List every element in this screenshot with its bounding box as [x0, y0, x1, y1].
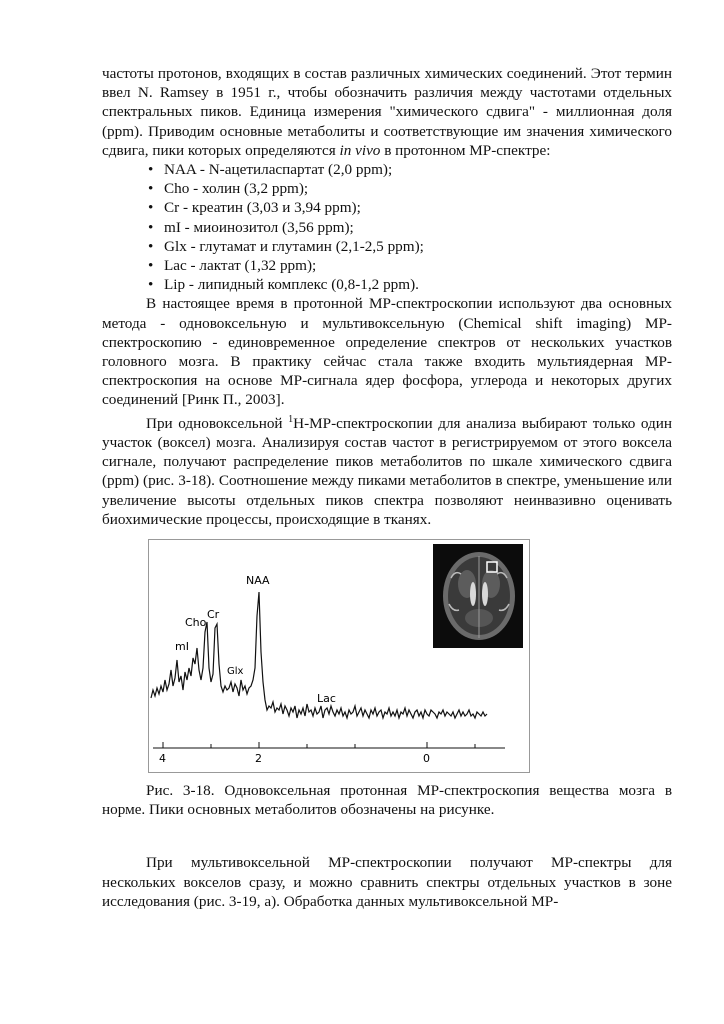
list-item [148, 179, 672, 198]
paragraph-intro-text: частоты протонов, входящих в состав различных химических соединений. Этот термин ввел N. Ramsey в 1951 г., чтобы обозначить различия между частотами отдельных спектральных пиков. Единица измерения "химического сдвига" - миллионная доля (ppm). Приводим основные метаболиты и соответствующие им значения химического сдвига, пики которых определяются [102, 65, 672, 159]
superscript-one: 1 [288, 413, 294, 425]
bullet-icon: • [148, 276, 154, 294]
mri-brain-image [433, 544, 523, 648]
list-item [148, 275, 672, 294]
page-content [102, 64, 672, 911]
bullet-icon: • [148, 161, 154, 179]
figure-caption [102, 781, 672, 819]
spectrum-figure [148, 539, 530, 773]
paragraph-methods: В настоящее время в протонной МР-спектроскопии используют два основных метода - одновоксельную и мультивоксельную (Chemical shift imaging) МР-спектроскопию - единовременное определение спектров от нескольких участков головного мозга. В практику сейчас стала также входить мультиядерная МР-спектроскопия на основе МР-сигнала ядер фосфора, углерода и некоторых других соединений [Ринк П., 2003]. [102, 295, 672, 409]
peak-label-naa: NAA [246, 573, 270, 587]
peak-label-cr: Cr [207, 607, 220, 621]
bullet-icon: • [148, 237, 154, 255]
bullet-icon: • [148, 218, 154, 236]
metabolite-list [102, 160, 672, 294]
list-item [148, 160, 672, 179]
metabolite-mi: mI - миоинозитол (3,56 ppm); [164, 218, 354, 236]
paragraph-single-voxel-rest: Н-МР-спектроскопии для анализа выбирают только один участок (воксел) мозга. Анализируя состав частот в регистрируемом от этого воксела сигнале, получают распределение пиков метаболитов по шкале химического сдвига (ppm) (рис. 3-18). Соотношение между пиками метаболитов в спектре, уменьшение или увеличение высоты отдельных пиков спектра позволяют неинвазивно оценивать биохимические процессы, происходящие в тканях. [102, 414, 672, 528]
mri-ventricle-right [482, 582, 488, 606]
axis-tick-4: 4 [159, 751, 166, 765]
paragraph-multi-voxel: При мультивоксельной МР-спектроскопии получают МР-спектры для нескольких вокселов сразу, и можно сравнить спектры отдельных участков в зоне исследования (рис. 3-19, а). Обработка данных мультивоксельной МР- [102, 854, 672, 910]
metabolite-cr: Cr - креатин (3,03 и 3,94 ppm); [164, 199, 361, 217]
paragraph-intro [102, 64, 672, 160]
list-item [148, 218, 672, 237]
bullet-icon: • [148, 257, 154, 275]
caption-text: Одновоксельная протонная МР-спектроскопия вещества мозга в норме. Пики основных метаболитов обозначены на рисунке. [102, 781, 672, 819]
mri-brain-drawing [433, 544, 523, 648]
list-item [148, 198, 672, 217]
metabolite-glx: Glx - глутамат и глутамин (2,1-2,5 ppm); [164, 237, 424, 255]
in-vivo-italic: in vivo [339, 141, 381, 159]
mri-ventricle-left [470, 582, 476, 606]
axis-tick-2: 2 [255, 751, 262, 765]
paragraph-single-voxel [102, 410, 672, 529]
metabolite-lip: Lip - липидный комплекс (0,8-1,2 ppm). [164, 276, 419, 294]
peak-label-mi: mI [175, 639, 189, 653]
peak-label-glx: Glx [227, 665, 244, 677]
axis-tick-0: 0 [423, 751, 430, 765]
metabolite-cho: Cho - холин (3,2 ppm); [164, 180, 309, 198]
paragraph-intro-end: в протонном МР-спектре: [380, 141, 551, 159]
metabolite-lac: Lac - лактат (1,32 ppm); [164, 257, 317, 275]
peak-label-cho: Cho [185, 615, 207, 629]
list-item [148, 256, 672, 275]
bullet-icon: • [148, 180, 154, 198]
metabolite-naa: NAA - N-ацетиласпартат (2,0 ppm); [164, 161, 393, 179]
peak-label-lac: Lac [317, 691, 336, 705]
list-item [148, 237, 672, 256]
bullet-icon: • [148, 199, 154, 217]
caption-label: Рис. 3-18. [146, 781, 215, 799]
paragraph-single-voxel-start: При одновоксельной [146, 414, 289, 432]
